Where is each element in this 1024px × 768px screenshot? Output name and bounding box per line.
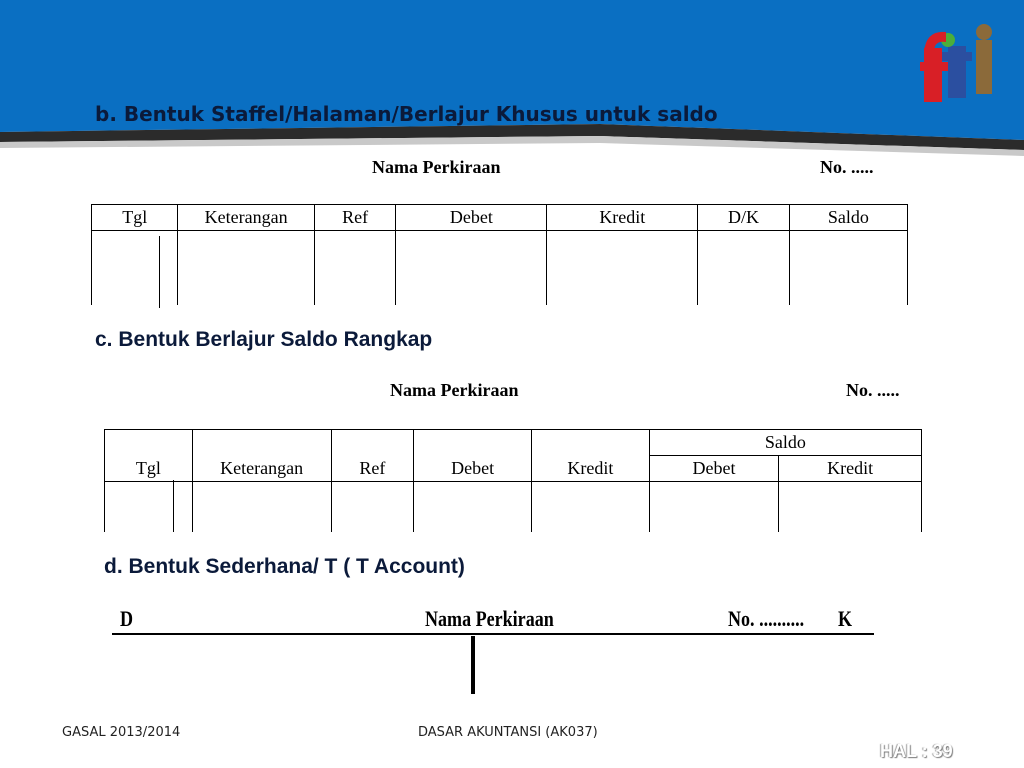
ledger-table-b (91, 204, 908, 305)
t-account-debit-label: D (120, 606, 134, 631)
footer-course: DASAR AKUNTANSI (AK037) (418, 725, 598, 740)
col-header-keterangan: Keterangan (178, 205, 314, 231)
col-header-kredit: Kredit (547, 205, 698, 231)
col-header-debet: Debet (396, 205, 547, 231)
col-header-keterangan: Keterangan (192, 430, 331, 482)
t-account-vertical-line (471, 636, 475, 694)
ledger-table-c (104, 429, 922, 532)
col-header-kredit: Kredit (531, 430, 649, 482)
section-b-account-name: Nama Perkiraan (372, 157, 501, 177)
col-header-dk: D/K (698, 205, 789, 231)
col-header-tgl: Tgl (92, 205, 178, 231)
col-header-tgl: Tgl (105, 430, 193, 482)
ledger-body-row (92, 231, 908, 305)
section-c-title: c. Bentuk Berlajur Saldo Rangkap (95, 328, 433, 351)
header-band (0, 0, 1024, 160)
t-account-credit-label: K (838, 606, 853, 631)
tgl-divider-line (159, 236, 160, 308)
col-header-ref: Ref (314, 205, 395, 231)
col-header-saldo-group: Saldo (649, 430, 921, 456)
section-c-account-name: Nama Perkiraan (390, 380, 519, 400)
page-number: HAL : 39 (880, 741, 953, 761)
t-account-horizontal-line (112, 633, 874, 635)
section-b-title: b. Bentuk Staffel/Halaman/Berlajur Khusus untuk saldo (95, 102, 718, 126)
fti-logo-icon (918, 22, 1002, 106)
col-header-ref: Ref (331, 430, 414, 482)
ledger-body-row (105, 482, 922, 532)
section-d-title: d. Bentuk Sederhana/ T ( T Account) (104, 555, 465, 578)
col-header-saldo: Saldo (789, 205, 907, 231)
section-b-number: No. ..... (820, 157, 874, 177)
tgl-divider-line (173, 480, 174, 532)
col-header-saldo-debet: Debet (649, 456, 779, 482)
t-account-number: No. .......... (728, 606, 805, 631)
col-header-debet: Debet (414, 430, 532, 482)
col-header-saldo-kredit: Kredit (779, 456, 922, 482)
section-c-number: No. ..... (846, 380, 900, 400)
footer-semester: GASAL 2013/2014 (62, 725, 181, 740)
t-account-name: Nama Perkiraan (425, 606, 554, 631)
